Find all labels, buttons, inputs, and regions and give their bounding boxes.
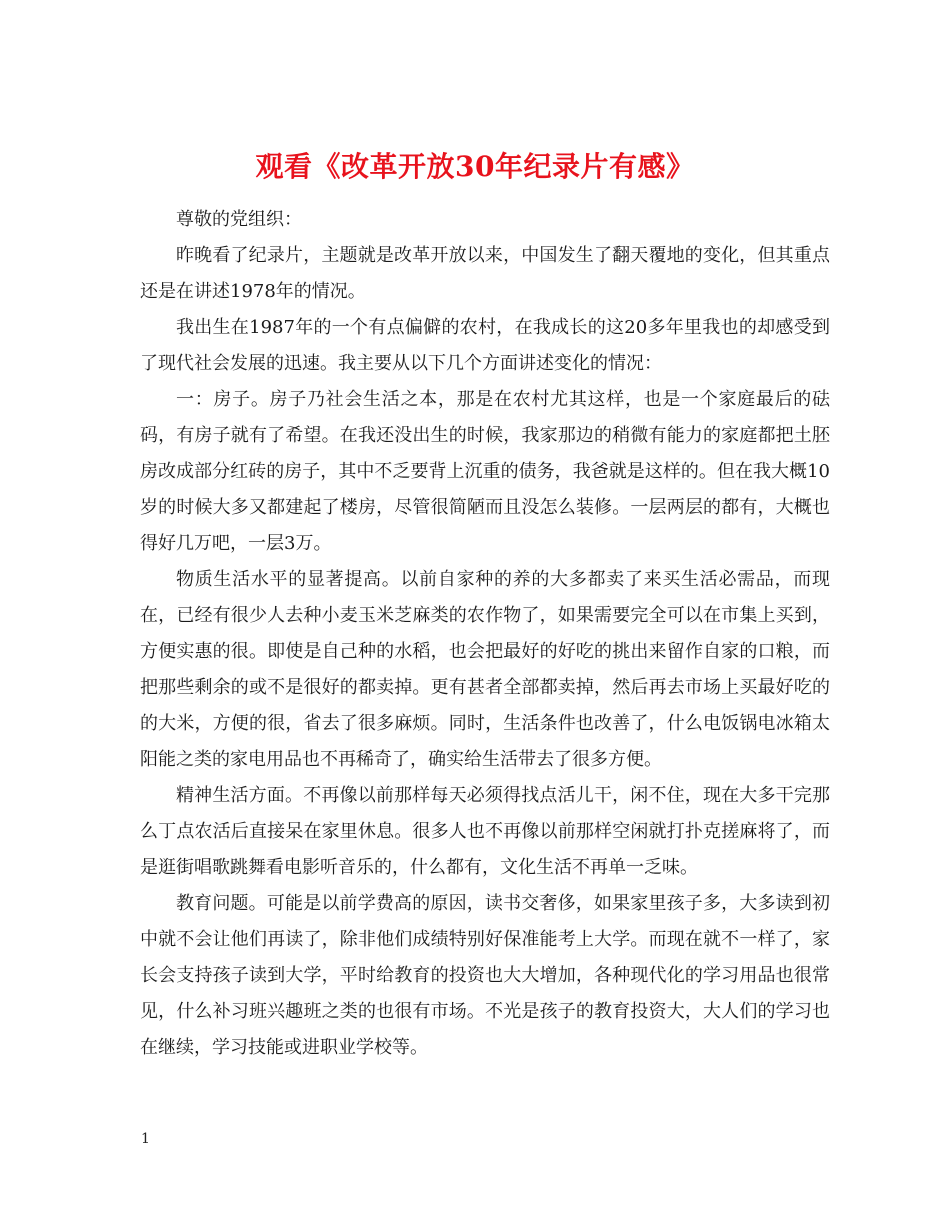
- salutation: 尊敬的党组织：: [176, 209, 302, 230]
- paragraph-material-life: 物质生活水平的显著提高。以前自家种的养的大多都卖了来买生活必需品，而现在，已经有很少人去种小麦玉米芝麻类的农作物了，如果需要完全可以在市集上买到，方便实惠的很。即使是自己种的水稻，也会把最好的好吃的挑出来留作自家的口粮，而把那些剩余的或不是很好的都卖掉。更有甚者全部都卖掉，然后再去市场上买最好吃的的大米，方便的很，省去了很多麻烦。同时，生活条件也改善了，什么电饭锅电冰箱太阳能之类的家电用品也不再稀奇了，确实给生活带去了很多方便。: [140, 569, 830, 770]
- paragraph-spiritual-life: 精神生活方面。不再像以前那样每天必须得找点活儿干，闲不住，现在大多干完那么丁点农活后直接呆在家里休息。很多人也不再像以前那样空闲就打扑克搓麻将了，而是逛街唱歌跳舞看电影听音乐的，什么都有，文化生活不再单一乏味。: [140, 785, 830, 878]
- paragraph-housing: 一：房子。房子乃社会生活之本，那是在农村尤其这样，也是一个家庭最后的砝码，有房子就有了希望。在我还没出生的时候，我家那边的稍微有能力的家庭都把土胚房改成部分红砖的房子，其中不乏要背上沉重的债务，我爸就是这样的。但在我大概10岁的时候大多又都建起了楼房，尽管很简陋而且没怎么装修。一层两层的都有，大概也得好几万吧，一层3万。: [140, 389, 830, 554]
- paragraph-background: 我出生在1987年的一个有点偏僻的农村，在我成长的这20多年里我也的却感受到了现代社会发展的迅速。我主要从以下几个方面讲述变化的情况：: [140, 317, 830, 374]
- document-title: 观看《改革开放30年纪录片有感》: [255, 149, 695, 183]
- document-body: [140, 202, 830, 1066]
- paragraph-education: 教育问题。可能是以前学费高的原因，读书交奢侈，如果家里孩子多，大多读到初中就不会让他们再读了，除非他们成绩特别好保准能考上大学。而现在就不一样了，家长会支持孩子读到大学，平时给教育的投资也大大增加，各种现代化的学习用品也很常见，什么补习班兴趣班之类的也很有市场。不光是孩子的教育投资大，大人们的学习也在继续，学习技能或进职业学校等。: [140, 893, 830, 1058]
- paragraph-intro: 昨晚看了纪录片，主题就是改革开放以来，中国发生了翻天覆地的变化，但其重点还是在讲述1978年的情况。: [140, 245, 830, 302]
- page-number: 1: [141, 1131, 150, 1147]
